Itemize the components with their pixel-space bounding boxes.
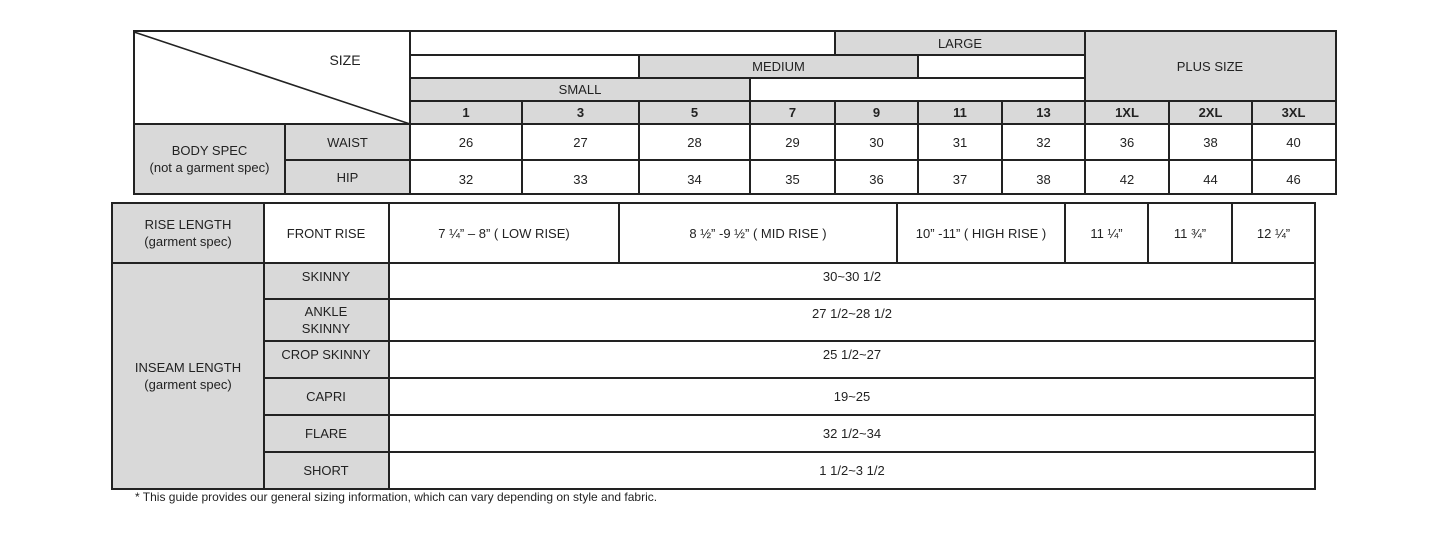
- inseam-row-value: 30~30 1/2: [822, 269, 882, 284]
- ankle-label: ANKLE: [304, 304, 348, 319]
- skinny-label: SKINNY: [301, 321, 351, 336]
- grid-line: [638, 55, 640, 77]
- grid-line: [263, 203, 265, 489]
- grid-line: [264, 377, 1315, 379]
- grid-line: [409, 32, 411, 194]
- rise-value-3xl: 12 ¼”: [1256, 225, 1291, 241]
- grid-line: [917, 55, 919, 77]
- grid-line: [388, 203, 390, 489]
- size-corner-label: SIZE: [329, 51, 361, 68]
- inseam-row-value: 27 1/2~28 1/2: [812, 306, 892, 321]
- hip-value: 46: [1286, 171, 1301, 187]
- waist-value: 36: [1119, 134, 1135, 150]
- size-header-1: 1: [410, 101, 522, 124]
- grid-line: [410, 100, 1335, 102]
- inseam-row-value: 32 1/2~34: [822, 426, 882, 441]
- size-header-3xl: 3XL: [1252, 101, 1335, 124]
- footnote: * This guide provides our general sizing information, which can vary depending on style and fabric.: [135, 490, 658, 504]
- inseam-row-label: SHORT: [264, 452, 388, 489]
- waist-label: WAIST: [285, 124, 410, 160]
- grid-line: [834, 32, 836, 54]
- inseam-length-subtitle: (garment spec): [144, 377, 232, 392]
- grid-line: [749, 101, 751, 194]
- small-label: SMALL: [558, 82, 602, 97]
- grid-line: [264, 414, 1315, 416]
- size-header-3: 3: [522, 101, 639, 124]
- grid-line: [134, 123, 1335, 125]
- waist-value: 28: [687, 134, 702, 150]
- inseam-row-label: CROP SKINNY: [264, 341, 388, 378]
- hip-value: 44: [1203, 171, 1218, 187]
- grid-line: [638, 101, 640, 194]
- grid-line: [521, 101, 523, 194]
- inseam-row-value: 1 1/2~3 1/2: [819, 463, 885, 478]
- rise-value-2xl: 11 ¾”: [1173, 225, 1207, 241]
- inseam-row-label: SKINNY: [264, 263, 388, 299]
- size-header-1xl: 1XL: [1085, 101, 1169, 124]
- grid-line: [1251, 101, 1253, 194]
- hip-value: 34: [687, 171, 702, 187]
- size-header-13: 13: [1002, 101, 1085, 124]
- grid-line: [1084, 32, 1086, 194]
- inseam-row-value: 19~25: [833, 389, 871, 404]
- waist-value: 32: [1036, 134, 1051, 150]
- medium-label: MEDIUM: [752, 58, 805, 74]
- inseam-row-value: 25 1/2~27: [822, 347, 882, 362]
- size-header-9: 9: [835, 101, 918, 124]
- waist-value: 30: [869, 134, 884, 150]
- waist-value: 40: [1286, 134, 1301, 150]
- front-rise-label: FRONT RISE: [286, 225, 366, 241]
- rise-value-high: 10” -11” ( HIGH RISE ): [915, 225, 1047, 241]
- grid-line: [1168, 101, 1170, 194]
- grid-line: [264, 340, 1315, 342]
- grid-line: [896, 203, 898, 263]
- grid-line: [410, 77, 1085, 79]
- rise-length-title: RISE LENGTH: [144, 217, 232, 232]
- waist-value: 29: [785, 134, 800, 150]
- grid-line: [264, 298, 1315, 300]
- large-label: LARGE: [937, 35, 983, 51]
- inseam-length-label: [112, 263, 264, 489]
- inseam-row-label: FLARE: [264, 415, 388, 452]
- size-header-11: 11: [918, 101, 1002, 124]
- grid-line: [1064, 203, 1066, 263]
- grid-line: [410, 54, 1085, 56]
- size-header-2xl: 2XL: [1169, 101, 1252, 124]
- body-spec-title: BODY SPEC: [171, 143, 248, 158]
- grid-line: [1001, 101, 1003, 194]
- size-header-7: 7: [750, 101, 835, 124]
- rise-length-label: [112, 203, 264, 263]
- plus-size-label: PLUS SIZE: [1176, 59, 1244, 74]
- hip-value: 32: [458, 171, 474, 187]
- grid-line: [264, 451, 1315, 453]
- inseam-row-label: [264, 299, 388, 341]
- inseam-length-title: INSEAM LENGTH: [134, 360, 242, 375]
- grid-line: [112, 262, 1315, 264]
- grid-line: [284, 124, 286, 194]
- hip-value: 37: [952, 171, 968, 187]
- grid-line: [917, 101, 919, 194]
- rise-value-mid: 8 ½” -9 ½” ( MID RISE ): [689, 225, 827, 241]
- hip-value: 36: [869, 171, 884, 187]
- waist-value: 26: [458, 134, 474, 150]
- body-spec-label: [134, 124, 285, 194]
- waist-value: 38: [1203, 134, 1218, 150]
- inseam-row-label: CAPRI: [264, 378, 388, 415]
- rise-value-low: 7 ¼” – 8” ( LOW RISE): [438, 225, 570, 241]
- hip-value: 38: [1036, 171, 1051, 187]
- grid-line: [749, 78, 751, 101]
- hip-value: 35: [785, 171, 800, 187]
- body-spec-subtitle: (not a garment spec): [149, 160, 270, 175]
- hip-value: 42: [1119, 171, 1135, 187]
- grid-line: [1231, 203, 1233, 263]
- rise-value-1xl: 11 ¼”: [1090, 225, 1123, 241]
- grid-line: [618, 203, 620, 263]
- hip-value: 33: [573, 171, 588, 187]
- grid-line: [1147, 203, 1149, 263]
- waist-value: 27: [573, 134, 588, 150]
- grid-line: [834, 101, 836, 194]
- rise-length-subtitle: (garment spec): [144, 234, 232, 249]
- waist-value: 31: [952, 134, 968, 150]
- hip-label: HIP: [285, 160, 410, 194]
- size-header-5: 5: [639, 101, 750, 124]
- grid-line: [285, 159, 1335, 161]
